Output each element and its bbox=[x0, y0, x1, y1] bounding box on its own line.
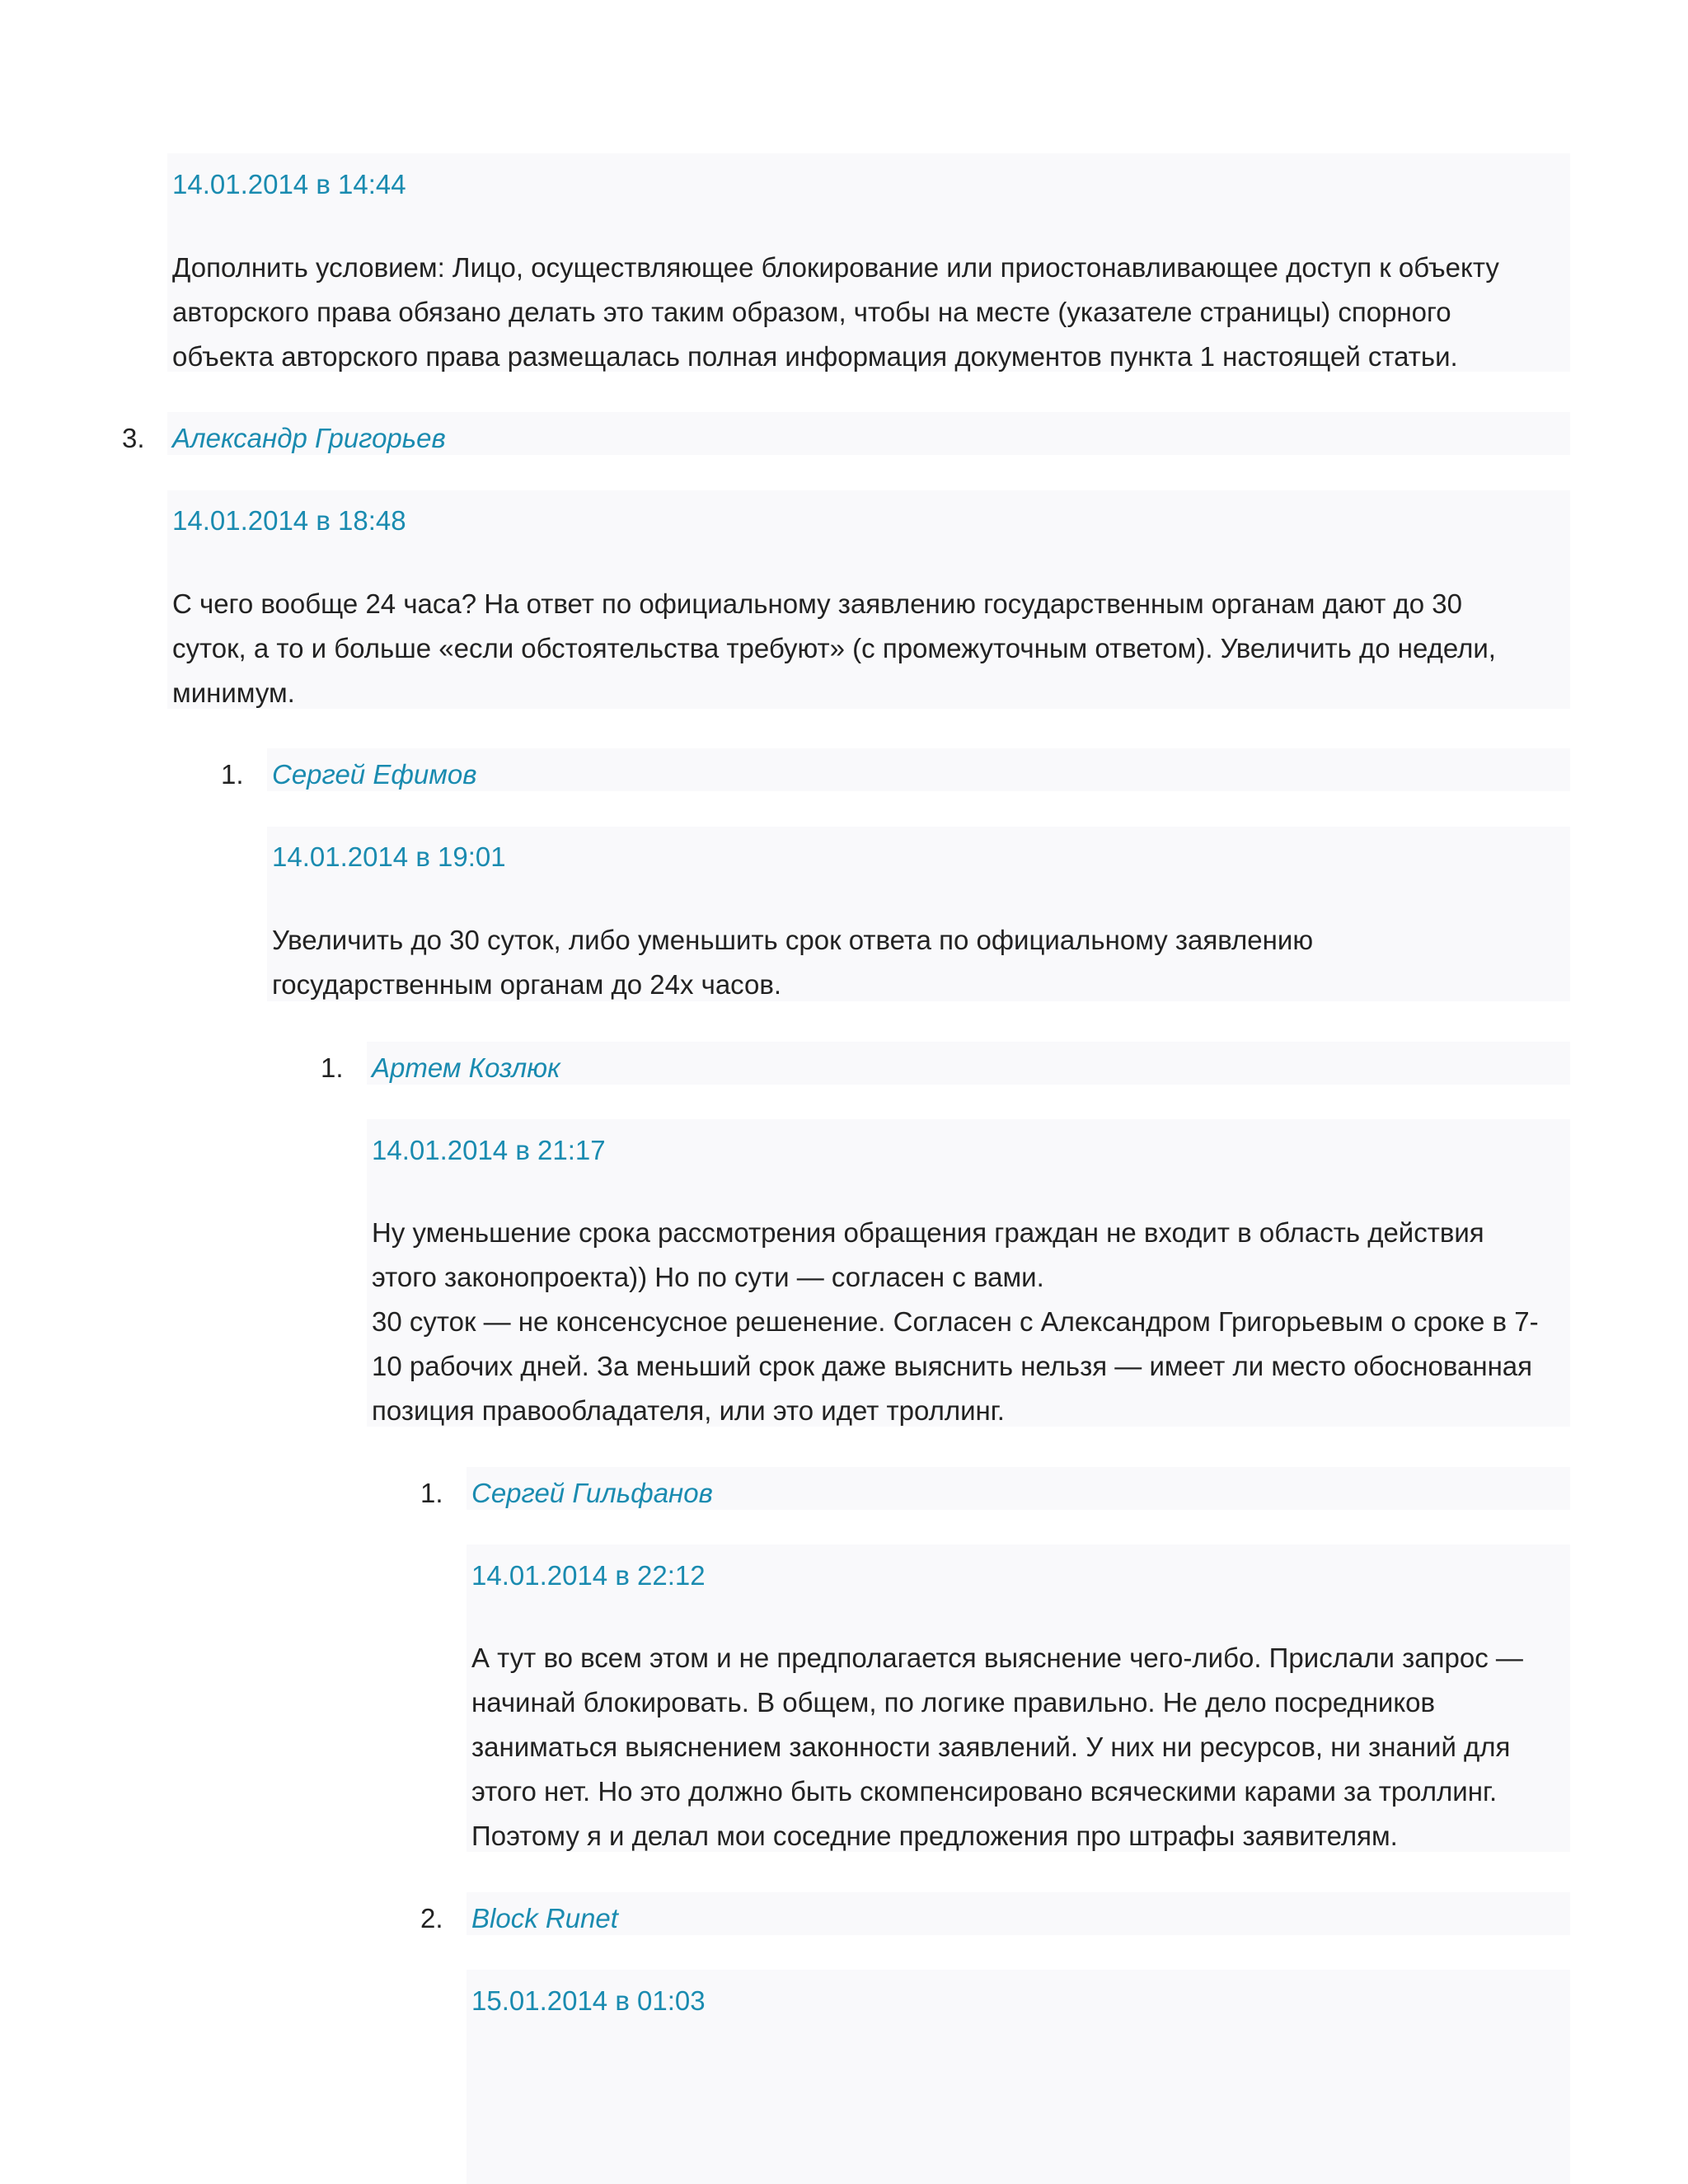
comment-author-link[interactable]: Block Runet bbox=[471, 1903, 618, 1933]
comment-date-link[interactable]: 14.01.2014 в 19:01 bbox=[272, 841, 506, 872]
list-number: 1. bbox=[221, 759, 244, 790]
comment-text bbox=[172, 582, 1496, 715]
comment-text-line: этого нет. Но это должно быть скомпенсировано всяческими карами за троллинг. bbox=[471, 1776, 1498, 1807]
comment-text bbox=[471, 1636, 1523, 1858]
comment-text-line: позиция правообладателя, или это идет троллинг. bbox=[372, 1395, 1005, 1426]
comment-text bbox=[172, 246, 1499, 379]
comment-text-line: Увеличить до 30 суток, либо уменьшить срок ответа по официальному заявлению bbox=[272, 925, 1314, 955]
comment-text-line: Ну уменьшение срока рассмотрения обращения граждан не входит в область действия bbox=[372, 1217, 1484, 1248]
comment-author-link[interactable]: Сергей Гильфанов bbox=[471, 1478, 713, 1508]
comment-date-link[interactable]: 14.01.2014 в 22:12 bbox=[471, 1560, 706, 1591]
comment-text-line: объекта авторского права размещалась полная информация документов пункта 1 настоящей статьи. bbox=[172, 341, 1458, 372]
comment-text-line: С чего вообще 24 часа? На ответ по официальному заявлению государственным органам дают до 30 bbox=[172, 588, 1463, 619]
comment-date-link[interactable]: 14.01.2014 в 18:48 bbox=[172, 505, 406, 536]
comment-text-line: этого законопроекта)) Но по сути — согласен с вами. bbox=[372, 1262, 1044, 1292]
comment-date-link[interactable]: 14.01.2014 в 21:17 bbox=[372, 1135, 606, 1165]
comment-author-bar bbox=[467, 1892, 1570, 1935]
list-number: 1. bbox=[321, 1052, 344, 1083]
comment-date-link[interactable]: 14.01.2014 в 14:44 bbox=[172, 169, 406, 199]
comment-text-line: А тут во всем этом и не предполагается выяснение чего-либо. Прислали запрос — bbox=[471, 1643, 1523, 1673]
comment-date-link[interactable]: 15.01.2014 в 01:03 bbox=[471, 1985, 706, 2016]
comment-text bbox=[272, 918, 1313, 1007]
comment-text-line: 30 суток — не консенсусное решенение. Согласен с Александром Григорьевым о сроке в 7- bbox=[372, 1306, 1539, 1337]
comment-text-line: Поэтому я и делал мои соседние предложения про штрафы заявителям. bbox=[471, 1821, 1398, 1851]
comment-text bbox=[372, 1211, 1539, 1433]
comment-text-line: суток, а то и больше «если обстоятельства требуют» (с промежуточным ответом). Увеличить до недели, bbox=[172, 633, 1496, 663]
list-number: 2. bbox=[420, 1903, 443, 1933]
comment-text-line: 10 рабочих дней. За меньший срок даже выяснить нельзя — имеет ли место обоснованная bbox=[372, 1351, 1533, 1381]
comment-text-line: минимум. bbox=[172, 677, 295, 708]
comment-text-line: государственным органам до 24х часов. bbox=[272, 969, 782, 1000]
list-number: 3. bbox=[122, 423, 145, 453]
comment-text-line: заниматься выяснением законности заявлений. У них ни ресурсов, ни знаний для bbox=[471, 1732, 1511, 1762]
comment-author-link[interactable]: Артем Козлюк bbox=[372, 1052, 560, 1083]
comment-text-line: начинай блокировать. В общем, по логике правильно. Не дело посредников bbox=[471, 1687, 1436, 1718]
list-number: 1. bbox=[420, 1478, 443, 1508]
comment-text-line: авторского права обязано делать это таким образом, чтобы на месте (указателе страницы) спорного bbox=[172, 297, 1451, 327]
comment-author-link[interactable]: Сергей Ефимов bbox=[272, 759, 477, 790]
comment-text-line: Дополнить условием: Лицо, осуществляющее блокирование или приостонавливающее доступ к объекту bbox=[172, 252, 1499, 283]
comment-author-link[interactable]: Александр Григорьев bbox=[172, 423, 446, 453]
